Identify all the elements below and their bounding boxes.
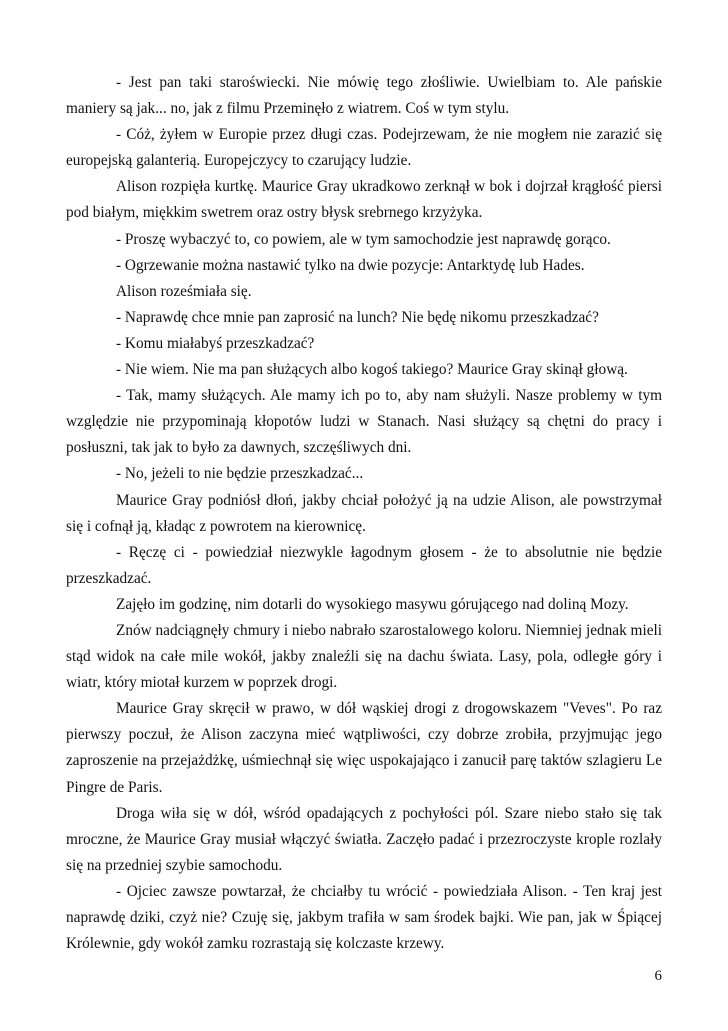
paragraph-11: - No, jeżeli to nie będzie przeszkadzać... xyxy=(116,465,364,483)
paragraph-4: - Proszę wybaczyć to, co powiem, ale w tym samochodzie jest naprawdę gorąco. xyxy=(116,230,611,248)
body-text xyxy=(66,70,662,957)
paragraph-10: - Tak, mamy służących. Ale mamy ich po to, aby nam służyli. Nasze problemy w tym względzie nie przypominają kłopotów ludzi w Stanach. Nasi służący są chętni do pracy i posłuszni, tak jak to było za dawnych, szczęśliwych dni. xyxy=(66,387,662,457)
paragraph-12: Maurice Gray podniósł dłoń, jakby chciał położyć ją na udzie Alison, ale powstrzymał się i cofnął ją, kładąc z powrotem na kierownicę. xyxy=(66,491,662,535)
paragraph-7: - Naprawdę chce mnie pan zaprosić na lunch? Nie będę nikomu przeszkadzać? xyxy=(116,308,599,326)
paragraph-6: Alison roześmiała się. xyxy=(116,282,252,300)
paragraph-15: Znów nadciągnęły chmury i niebo nabrało szarostalowego koloru. Niemniej jednak mieli stąd widok na całe mile wokół, jakby znaleźli się na dachu świata. Lasy, pola, odległe góry i wiatr, który miotał kurzem w poprzek drogi. xyxy=(66,621,662,692)
paragraph-14: Zajęło im godzinę, nim dotarli do wysokiego masywu górującego nad doliną Mozy. xyxy=(116,595,629,613)
paragraph-8: - Komu miałabyś przeszkadzać? xyxy=(116,334,315,352)
paragraph-9: - Nie wiem. Nie ma pan służących albo kogoś takiego? Maurice Gray skinął głową. xyxy=(116,361,628,379)
paragraph-18: - Ojciec zawsze powtarzał, że chciałby tu wrócić - powiedziała Alison. - Ten kraj jest naprawdę dziki, czyż nie? Czuję się, jakbym trafiła w sam środek bajki. Wie pan, jak w Śpiącej Królewnie, gdy wokół zamku rozrastają się kolczaste krzewy. xyxy=(66,882,662,953)
page-number: 6 xyxy=(654,968,662,984)
paragraph-1: - Jest pan taki staroświecki. Nie mówię tego złośliwie. Uwielbiam to. Ale pańskie maniery są jak... no, jak z filmu Przeminęło z wiatrem. Coś w tym stylu. xyxy=(66,74,662,118)
paragraph-13: - Ręczę ci - powiedział niezwykle łagodnym głosem - że to absolutnie nie będzie przeszkadzać. xyxy=(66,543,662,587)
paragraph-16: Maurice Gray skręcił w prawo, w dół wąskiej drogi z drogowskazem "Veves". Po raz pierwszy poczuł, że Alison zaczyna mieć wątpliwości, czy dobrze zrobiła, przyjmując jego zaproszenie na przejażdżkę, uśmiechnął się więc uspokajająco i zanucił parę taktów szlagieru Le Pingre de Paris. xyxy=(66,700,662,796)
paragraph-17: Droga wiła się w dół, wśród opadających z pochyłości pól. Szare niebo stało się tak mroczne, że Maurice Gray musiał włączyć światła. Zaczęło padać i przezroczyste krople rozlały się na przedniej szybie samochodu. xyxy=(66,804,662,874)
paragraph-5: - Ogrzewanie można nastawić tylko na dwie pozycje: Antarktydę lub Hades. xyxy=(116,256,585,274)
paragraph-2: - Cóż, żyłem w Europie przez długi czas. Podejrzewam, że nie mogłem nie zarazić się europejską galanterią. Europejczycy to czarujący ludzie. xyxy=(66,126,662,170)
paragraph-3: Alison rozpięła kurtkę. Maurice Gray ukradkowo zerknął w bok i dojrzał krągłość piersi pod białym, miękkim swetrem oraz ostry błysk srebrnego krzyżyka. xyxy=(66,178,662,222)
